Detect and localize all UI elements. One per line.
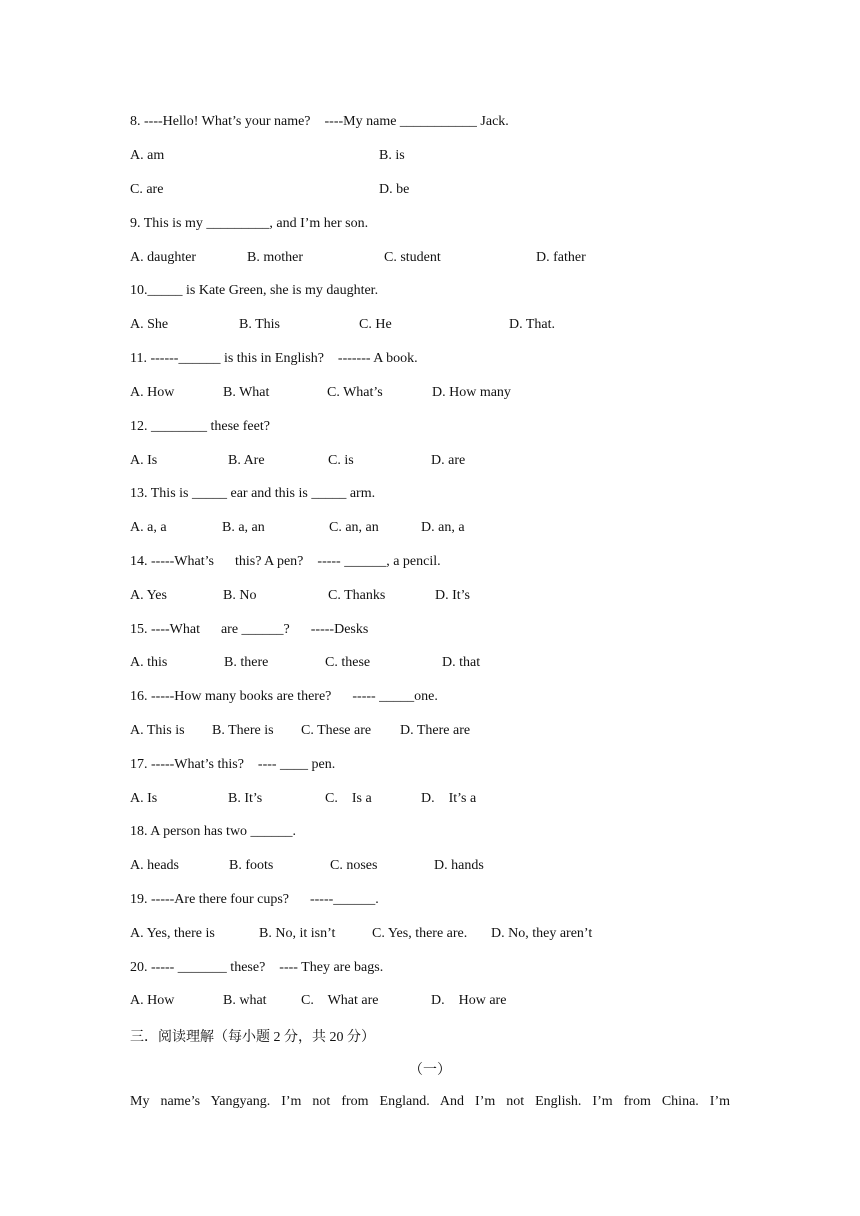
section-title: 三．阅读理解（每小题 2 分，共 20 分） [130,1030,375,1045]
q9-option-b: B. mother [247,250,303,265]
question-19-stem: 19. -----Are there four cups? -----______. [130,892,379,907]
q10-option-d: D. That. [509,317,556,332]
q8-option-b: B. is [379,148,405,163]
question-9-stem: 9. This is my _________, and I’m her son. [130,216,369,231]
q14-option-b: B. No [223,588,257,603]
question-18-stem: 18. A person has two ______. [130,824,297,839]
q14-option-c: C. Thanks [328,588,386,603]
q19-option-b: B. No, it isn’t [259,926,336,941]
q16-option-a: A. This is [130,723,185,738]
question-20-stem: 20. ----- _______ these? ---- They are bags. [130,960,384,975]
q18-option-a: A. heads [130,858,179,873]
q14-option-d: D. It’s [435,588,470,603]
q10-option-a: A. She [130,317,169,332]
q15-option-b: B. there [224,655,269,670]
q11-option-b: B. What [223,385,270,400]
question-10-stem: 10._____ is Kate Green, she is my daughter. [130,283,379,298]
q15-option-c: C. these [325,655,371,670]
q19-option-d: D. No, they aren’t [491,926,593,941]
question-11-stem: 11. ------______ is this in English? ------- A book. [130,351,418,366]
q13-option-d: D. an, a [421,520,465,535]
q9-option-c: C. student [384,250,441,265]
q8-option-d: D. be [379,182,410,197]
question-13-stem: 13. This is _____ ear and this is _____ arm. [130,486,376,501]
q20-option-c: C. What are [301,993,379,1008]
q18-option-b: B. foots [229,858,274,873]
q16-option-c: C. These are [301,723,372,738]
q8-option-a: A. am [130,148,165,163]
passage-paragraph: My name’s Yangyang. I’m not from England. And I’m not English. I’m from China. I’m [130,1094,730,1109]
passage-number: （一） [409,1063,451,1078]
q15-option-d: D. that [442,655,481,670]
q15-option-a: A. this [130,655,168,670]
q16-option-b: B. There is [212,723,274,738]
question-8-stem: 8. ----Hello! What’s your name? ----My name ___________ Jack. [130,114,509,129]
q19-option-c: C. Yes, there are. [372,926,468,941]
q17-option-a: A. Is [130,791,158,806]
q19-option-a: A. Yes, there is [130,926,215,941]
q20-option-d: D. How are [431,993,507,1008]
q12-option-c: C. is [328,453,354,468]
q9-option-a: A. daughter [130,250,197,265]
q17-option-d: D. It’s a [421,791,477,806]
q13-option-c: C. an, an [329,520,379,535]
q11-option-a: A. How [130,385,175,400]
q18-option-d: D. hands [434,858,484,873]
q12-option-b: B. Are [228,453,265,468]
q11-option-c: C. What’s [327,385,383,400]
question-12-stem: 12. ________ these feet? [130,419,270,434]
q13-option-a: A. a, a [130,520,167,535]
q13-option-b: B. a, an [222,520,265,535]
q11-option-d: D. How many [432,385,511,400]
q20-option-b: B. what [223,993,267,1008]
q12-option-d: D. are [431,453,466,468]
question-17-stem: 17. -----What’s this? ---- ____ pen. [130,757,336,772]
q18-option-c: C. noses [330,858,378,873]
q14-option-a: A. Yes [130,588,167,603]
q10-option-c: C. He [359,317,392,332]
q20-option-a: A. How [130,993,175,1008]
q16-option-d: D. There are [400,723,471,738]
question-15-stem: 15. ----What are ______? -----Desks [130,622,369,637]
q8-option-c: C. are [130,182,164,197]
q17-option-b: B. It’s [228,791,263,806]
q10-option-b: B. This [239,317,280,332]
question-16-stem: 16. -----How many books are there? ----- _____one. [130,689,438,704]
q17-option-c: C. Is a [325,791,372,806]
q9-option-d: D. father [536,250,586,265]
question-14-stem: 14. -----What’s this? A pen? ----- ______, a pencil. [130,554,441,569]
q12-option-a: A. Is [130,453,158,468]
